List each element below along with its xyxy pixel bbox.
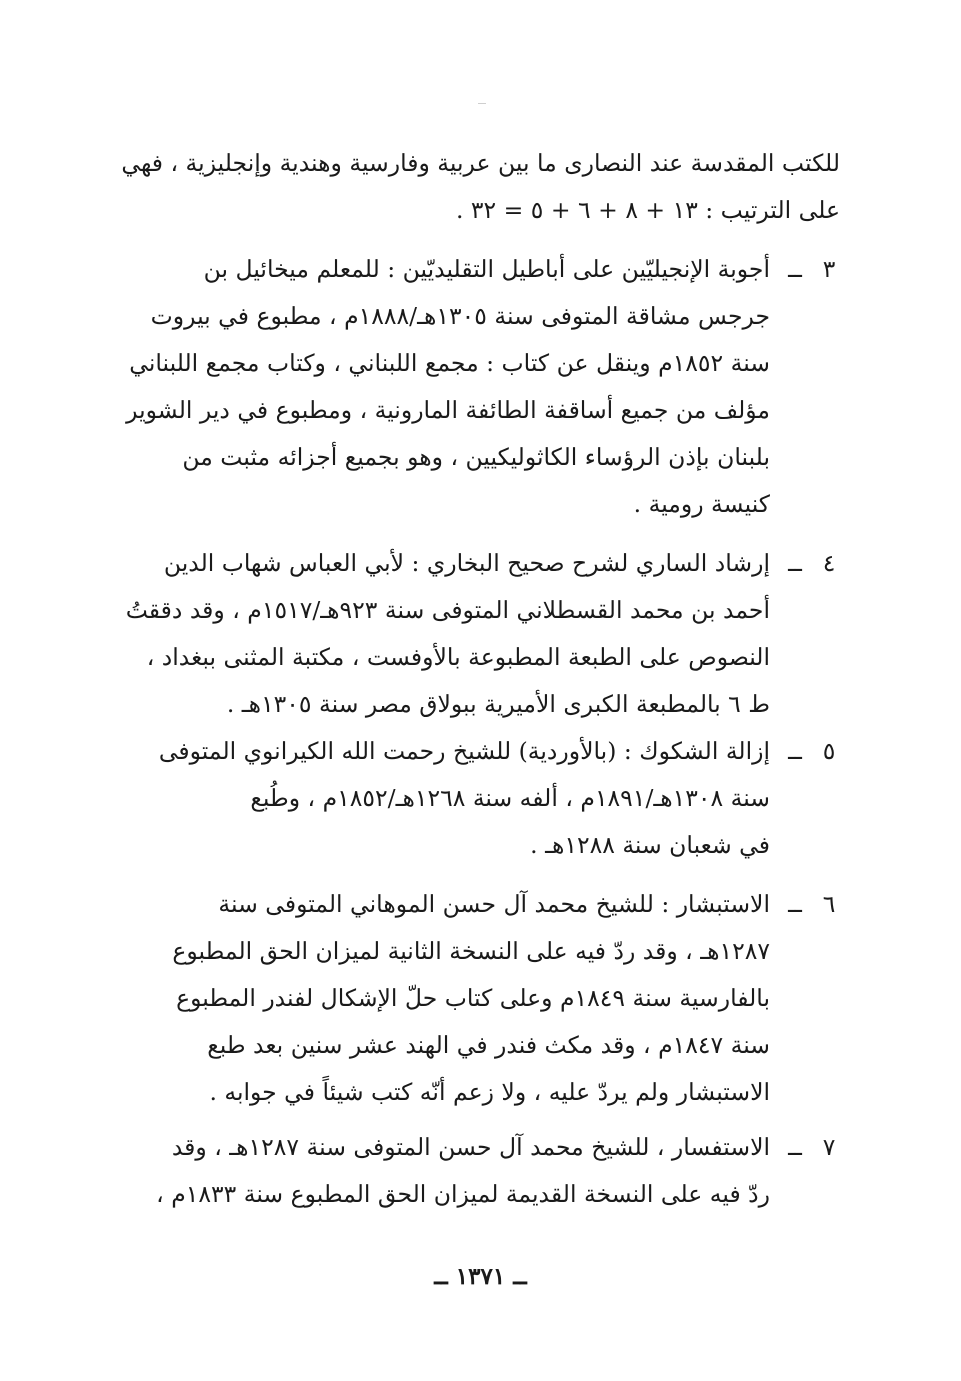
entry-line: أحمد بن محمد القسطلاني المتوفى سنة ٩٢٣هـ/١٥١٧م ، وقد دققتُ xyxy=(125,596,770,624)
entry-line: الاستبشار : للشيخ محمد آل حسن الموهاني المتوفى سنة xyxy=(218,890,770,918)
entry-number: ٧ xyxy=(822,1133,836,1161)
entry-line: الاستفسار ، للشيخ محمد آل حسن المتوفى سنة ١٢٨٧هـ ، وقد xyxy=(171,1133,770,1161)
entry-text xyxy=(118,881,770,1116)
entry-line: كنيسة رومية . xyxy=(633,490,770,518)
entry-number: ٤ xyxy=(822,549,836,577)
entry-line: إرشاد الساري لشرح صحيح البخاري : لأبي العباس شهاب الدين xyxy=(163,549,770,577)
entry-line: في شعبان سنة ١٢٨٨هـ . xyxy=(530,831,770,859)
entry-3 xyxy=(118,246,840,528)
entry-line: ١٢٨٧هـ ، وقد ردّ فيه على النسخة الثانية لميزان الحق المطبوع xyxy=(172,937,770,965)
entry-7 xyxy=(118,1124,840,1218)
entry-text xyxy=(118,246,770,528)
entry-5 xyxy=(118,728,840,869)
entry-4 xyxy=(118,540,840,728)
entry-line: سنة ١٨٥٢م وينقل عن كتاب : مجمع اللبناني ، وكتاب مجمع اللبناني xyxy=(129,349,770,377)
page-body xyxy=(118,140,840,1218)
entry-line: سنة ١٨٤٧م ، وقد مكث فندر في الهند عشر سنين بعد طبع xyxy=(207,1031,770,1059)
header-mark xyxy=(478,103,486,104)
intro-line: على الترتيب : ١٣ + ٨ + ٦ + ٥ = ٣٢ . xyxy=(455,196,840,224)
intro-line: للكتب المقدسة عند النصارى ما بين عربية وفارسية وهندية وإنجليزية ، فهي xyxy=(121,149,840,177)
entry-text xyxy=(118,728,770,869)
entry-marker xyxy=(770,540,840,728)
entry-line: الاستبشار ولم يردّ عليه ، ولا زعم أنّه كتب شيئاً في جوابه . xyxy=(209,1078,770,1106)
entry-line: بلبنان بإذن الرؤساء الكاثوليكيين ، وهو بجميع أجزائه مثبت من xyxy=(182,443,770,471)
entry-text xyxy=(118,540,770,728)
entry-line: جرجس مشاقة المتوفى سنة ١٣٠٥هـ/١٨٨٨م ، مطبوع في بيروت xyxy=(150,302,770,330)
entry-line: أجوبة الإنجيليّين على أباطيل التقليديّين : للمعلم ميخائيل بن xyxy=(203,255,770,283)
intro-paragraph xyxy=(118,140,840,234)
entry-marker xyxy=(770,728,840,869)
entry-text xyxy=(118,1124,770,1218)
entry-number: ٣ xyxy=(822,255,836,283)
entry-dash: ــ xyxy=(788,890,802,918)
entry-marker xyxy=(770,881,840,1116)
entry-line: مؤلف من جميع أساقفة الطائفة المارونية ، ومطبوع في دير الشوير xyxy=(126,396,770,424)
entry-marker xyxy=(770,246,840,528)
page-number: ــ ١٣٧١ ــ xyxy=(434,1263,527,1290)
entry-6 xyxy=(118,881,840,1116)
entry-dash: ــ xyxy=(788,549,802,577)
entry-dash: ــ xyxy=(788,255,802,283)
entry-line: ردّ فيه على النسخة القديمة لميزان الحق المطبوع سنة ١٨٣٣م ، xyxy=(156,1180,770,1208)
entry-line: سنة ١٣٠٨هـ/١٨٩١م ، ألفه سنة ١٢٦٨هـ/١٨٥٢م ، وطُبع xyxy=(250,784,770,812)
entry-dash: ــ xyxy=(788,1133,802,1161)
entry-line: بالفارسية سنة ١٨٤٩م وعلى كتاب حلّ الإشكال لفندر المطبوع xyxy=(176,984,770,1012)
entry-number: ٦ xyxy=(822,890,836,918)
entry-line: النصوص على الطبعة المطبوعة بالأوفست ، مكتبة المثنى ببغداد ، xyxy=(146,643,770,671)
entry-line: إزالة الشكوك : (بالأوردية) للشيخ رحمت الله الكيرانوي المتوفى xyxy=(158,737,770,765)
entry-dash: ــ xyxy=(788,737,802,765)
entry-number: ٥ xyxy=(822,737,836,765)
entry-marker xyxy=(770,1124,840,1218)
entry-line: ط ٦ بالمطبعة الكبرى الأميرية ببولاق مصر سنة ١٣٠٥هـ . xyxy=(226,690,770,718)
